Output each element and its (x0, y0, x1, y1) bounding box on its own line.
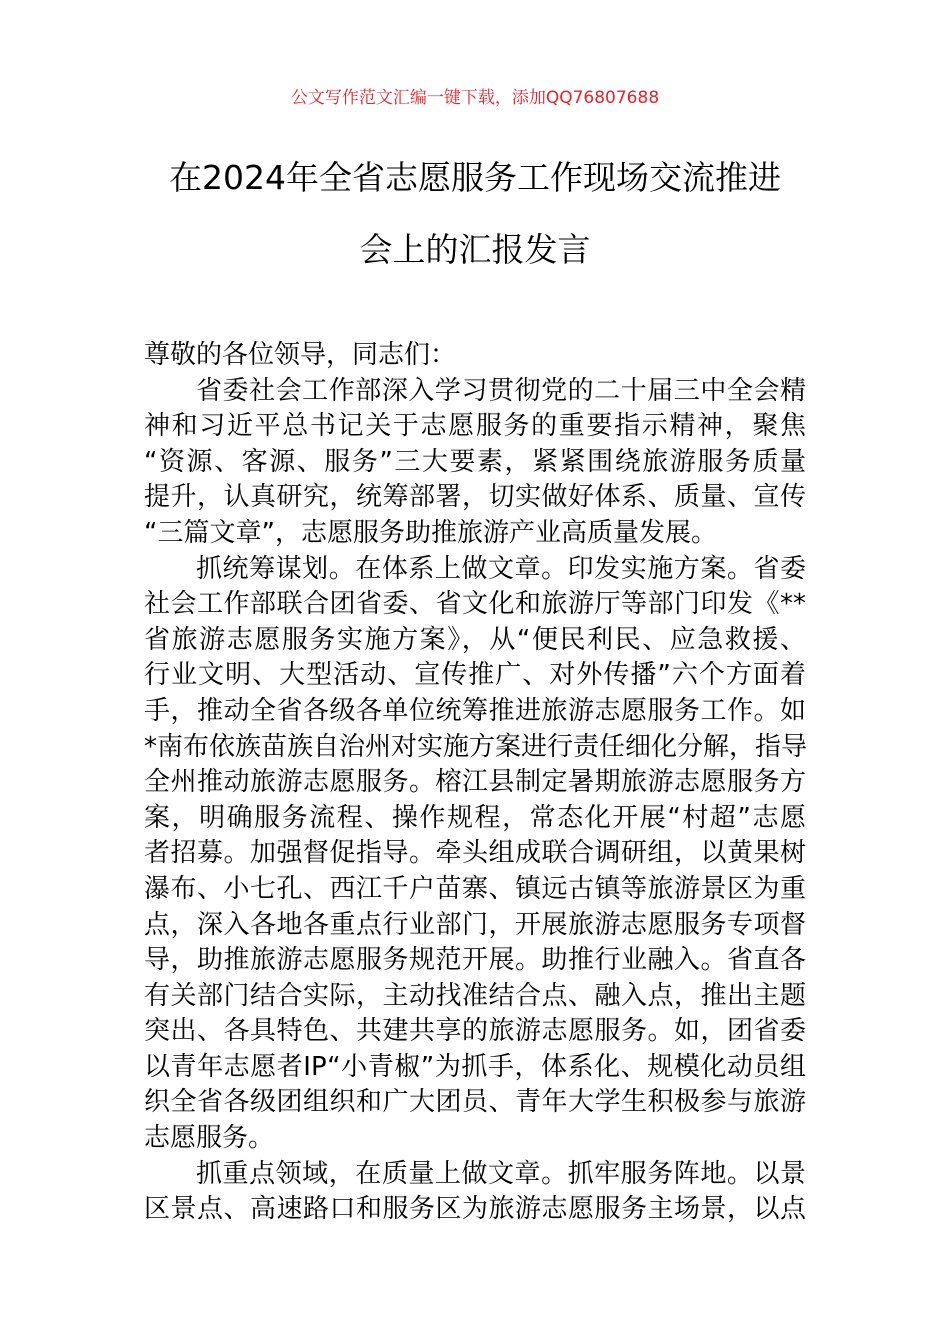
paragraph-line: 突出、各具特色、共建共享的旅游志愿服务。如，团省委 (144, 1016, 806, 1047)
paragraph-quality (144, 1157, 806, 1228)
paragraph-line: 以青年志愿者IP“小青椒”为抓手，体系化、规模化动员组 (144, 1051, 806, 1082)
paragraph-line: “三篇文章”，志愿服务助推旅游产业高质量发展。 (144, 517, 717, 548)
paragraph-line: 提升，认真研究，统筹部署，切实做好体系、质量、宣传 (144, 482, 806, 513)
paragraph-line: 省委社会工作部深入学习贯彻党的二十届三中全会精 (196, 375, 806, 406)
paragraph-line: 导，助推旅游志愿服务规范开展。助推行业融入。省直各 (144, 945, 806, 976)
paragraph-line: 志愿服务。 (144, 1123, 275, 1154)
paragraph-line: *南布依族苗族自治州对实施方案进行责任细化分解，指导 (144, 731, 808, 762)
paragraph-line: 有关部门结合实际，主动找准结合点、融入点，推出主题 (144, 980, 806, 1011)
paragraph-intro (144, 374, 806, 552)
paragraph-line: 省旅游志愿服务实施方案》，从“便民利民、应急救援、 (144, 624, 806, 655)
paragraph-line: 社会工作部联合团省委、省文化和旅游厅等部门印发《** (144, 589, 806, 620)
document-title-line-2: 会上的汇报发言 (359, 230, 591, 269)
paragraph-line: 神和习近平总书记关于志愿服务的重要指示精神，聚焦 (144, 411, 806, 442)
paragraph-system (144, 552, 806, 1157)
paragraph-line: 案，明确服务流程、操作规程，常态化开展“村超”志愿 (144, 802, 806, 833)
salutation: 尊敬的各位领导，同志们： (144, 340, 457, 370)
paragraph-line: 织全省各级团组织和广大团员、青年大学生积极参与旅游 (144, 1087, 806, 1118)
paragraph-line: 者招募。加强督促指导。牵头组成联合调研组，以黄果树 (144, 838, 806, 869)
download-watermark: 公文写作范文汇编一键下载，添加QQ76807688 (290, 88, 660, 108)
paragraph-line: 瀑布、小七孔、西江千户苗寨、镇远古镇等旅游景区为重 (144, 873, 806, 904)
document-body (144, 338, 806, 1228)
document-title-line-1: 在2024年全省志愿服务工作现场交流推进 (169, 158, 781, 197)
paragraph-line: 区景点、高速路口和服务区为旅游志愿服务主场景，以点 (144, 1194, 806, 1225)
paragraph-line: 点，深入各地各重点行业部门，开展旅游志愿服务专项督 (144, 909, 806, 940)
paragraph-line: 抓重点领域，在质量上做文章。抓牢服务阵地。以景 (196, 1158, 806, 1189)
paragraph-line: 抓统筹谋划。在体系上做文章。印发实施方案。省委 (196, 553, 806, 584)
paragraph-line: 行业文明、大型活动、宣传推广、对外传播”六个方面着 (144, 660, 806, 691)
paragraph-line: 全州推动旅游志愿服务。榕江县制定暑期旅游志愿服务方 (144, 767, 806, 798)
paragraph-line: “资源、客源、服务”三大要素，紧紧围绕旅游服务质量 (144, 446, 806, 477)
paragraph-line: 手，推动全省各级各单位统筹推进旅游志愿服务工作。如 (144, 695, 806, 726)
